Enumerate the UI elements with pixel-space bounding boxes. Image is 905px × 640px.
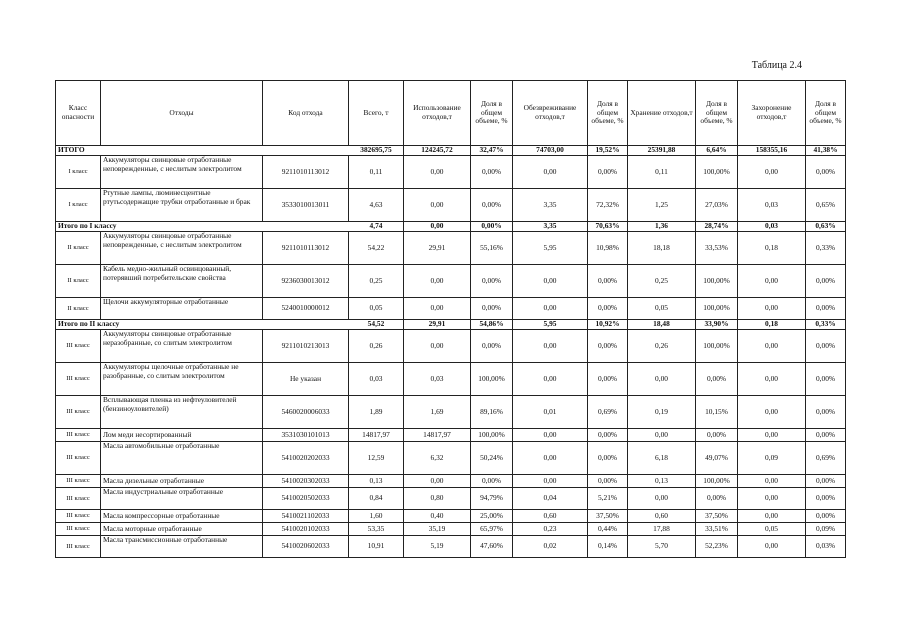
total-blank-cell [263, 320, 349, 330]
burial-cell: 0,03 [738, 222, 806, 232]
storage-share-cell: 10,15% [696, 396, 738, 429]
burial-share-cell: 0,00% [806, 429, 846, 442]
total-row [56, 222, 846, 232]
hazard-class-cell: III класс [56, 429, 101, 442]
total-cell: 1,60 [349, 510, 404, 523]
neutralization-share-cell: 0,00% [588, 363, 628, 396]
waste-name-cell: Масла индустриальные отработанные [101, 488, 263, 510]
usage-cell: 29,91 [404, 320, 471, 330]
neutralization-share-cell: 0,69% [588, 396, 628, 429]
header-total: Всего, т [349, 81, 404, 146]
hazard-class-cell: III класс [56, 396, 101, 429]
neutralization-cell: 0,60 [513, 510, 588, 523]
hazard-class-cell: III класс [56, 475, 101, 488]
total-blank-cell [263, 222, 349, 232]
table-row [56, 523, 846, 536]
table-row [56, 475, 846, 488]
burial-cell: 0,00 [738, 536, 806, 558]
usage-share-cell: 89,16% [471, 396, 513, 429]
table-row [56, 156, 846, 189]
usage-share-cell: 47,60% [471, 536, 513, 558]
usage-cell: 29,91 [404, 232, 471, 265]
usage-cell: 14817,97 [404, 429, 471, 442]
burial-cell: 0,18 [738, 232, 806, 265]
burial-share-cell: 0,00% [806, 298, 846, 320]
usage-share-cell: 0,00% [471, 156, 513, 189]
neutralization-cell: 0,00 [513, 363, 588, 396]
usage-cell: 0,00 [404, 156, 471, 189]
storage-cell: 0,19 [628, 396, 696, 429]
waste-name-cell: Кабель медно-жильный освинцованный, потерявший потребительские свойства [101, 265, 263, 298]
hazard-class-cell: III класс [56, 442, 101, 475]
usage-share-cell: 0,00% [471, 265, 513, 298]
total-blank-cell [101, 222, 263, 232]
total-cell: 1,89 [349, 396, 404, 429]
usage-cell: 0,00 [404, 189, 471, 222]
total-cell: 0,13 [349, 475, 404, 488]
total-blank-cell [101, 146, 263, 156]
waste-table [55, 80, 846, 558]
usage-share-cell: 54,86% [471, 320, 513, 330]
burial-share-cell: 0,00% [806, 156, 846, 189]
usage-cell: 6,32 [404, 442, 471, 475]
header-storage: Хранение отходов,т [628, 81, 696, 146]
neutralization-share-cell: 0,00% [588, 265, 628, 298]
neutralization-share-cell: 10,92% [588, 320, 628, 330]
usage-cell: 35,19 [404, 523, 471, 536]
storage-cell: 0,05 [628, 298, 696, 320]
storage-share-cell: 100,00% [696, 265, 738, 298]
neutralization-share-cell: 72,32% [588, 189, 628, 222]
neutralization-cell: 0,23 [513, 523, 588, 536]
burial-cell: 0,00 [738, 156, 806, 189]
waste-name-cell: Ртутные лампы, люминесцентные ртутьсодержащие трубки отработанные и брак [101, 189, 263, 222]
waste-name-cell: Щелочи аккумуляторные отработанные [101, 298, 263, 320]
storage-cell: 0,11 [628, 156, 696, 189]
burial-cell: 0,00 [738, 510, 806, 523]
burial-cell: 0,00 [738, 429, 806, 442]
total-cell: 54,22 [349, 232, 404, 265]
burial-cell: 0,00 [738, 298, 806, 320]
storage-share-cell: 37,50% [696, 510, 738, 523]
neutralization-cell: 0,04 [513, 488, 588, 510]
hazard-class-cell: III класс [56, 488, 101, 510]
waste-code-cell: 5240010000012 [263, 298, 349, 320]
usage-share-cell: 55,16% [471, 232, 513, 265]
neutralization-share-cell: 70,63% [588, 222, 628, 232]
waste-name-cell: Аккумуляторы свинцовые отработанные неразобранные, со слитым электролитом [101, 330, 263, 363]
burial-share-cell: 0,00% [806, 396, 846, 429]
waste-code-cell: 5410020502033 [263, 488, 349, 510]
table-row [56, 189, 846, 222]
usage-share-cell: 0,00% [471, 330, 513, 363]
table-caption: Таблица 2.4 [751, 60, 802, 71]
neutralization-cell: 0,01 [513, 396, 588, 429]
total-blank-cell [101, 320, 263, 330]
storage-share-cell: 0,00% [696, 429, 738, 442]
storage-share-cell: 100,00% [696, 330, 738, 363]
total-cell: 0,03 [349, 363, 404, 396]
waste-name-cell: Масла трансмиссионные отработанные [101, 536, 263, 558]
hazard-class-cell: I класс [56, 189, 101, 222]
storage-share-cell: 6,64% [696, 146, 738, 156]
storage-share-cell: 33,90% [696, 320, 738, 330]
usage-cell: 0,00 [404, 330, 471, 363]
storage-cell: 0,60 [628, 510, 696, 523]
table-row [56, 442, 846, 475]
header-burial: Захоронение отходов,т [738, 81, 806, 146]
usage-cell: 5,19 [404, 536, 471, 558]
usage-share-cell: 50,24% [471, 442, 513, 475]
total-cell: 4,63 [349, 189, 404, 222]
waste-name-cell: Масла компрессорные отработанные [101, 510, 263, 523]
hazard-class-cell: II класс [56, 298, 101, 320]
burial-share-cell: 0,65% [806, 189, 846, 222]
burial-share-cell: 0,69% [806, 442, 846, 475]
usage-cell: 1,69 [404, 396, 471, 429]
neutralization-cell: 0,00 [513, 156, 588, 189]
header-usage-share: Доля в общем объеме, % [471, 81, 513, 146]
total-cell: 10,91 [349, 536, 404, 558]
table-row [56, 429, 846, 442]
waste-code-cell: 9236030013012 [263, 265, 349, 298]
table-row [56, 265, 846, 298]
storage-cell: 1,25 [628, 189, 696, 222]
total-cell: 12,59 [349, 442, 404, 475]
neutralization-cell: 0,02 [513, 536, 588, 558]
neutralization-share-cell: 19,52% [588, 146, 628, 156]
usage-cell: 124245,72 [404, 146, 471, 156]
table-row [56, 536, 846, 558]
neutralization-share-cell: 0,00% [588, 429, 628, 442]
header-code: Код отхода [263, 81, 349, 146]
usage-cell: 0,00 [404, 222, 471, 232]
table-row [56, 298, 846, 320]
waste-code-cell: 3531030101013 [263, 429, 349, 442]
hazard-class-cell: III класс [56, 536, 101, 558]
burial-cell: 0,00 [738, 475, 806, 488]
storage-share-cell: 100,00% [696, 156, 738, 189]
neutralization-cell: 0,00 [513, 265, 588, 298]
header-neutralization: Обезвреживание отходов,т [513, 81, 588, 146]
neutralization-cell: 0,00 [513, 330, 588, 363]
waste-name-cell: Масла дизельные отработанные [101, 475, 263, 488]
neutralization-cell: 5,95 [513, 232, 588, 265]
neutralization-cell: 3,35 [513, 222, 588, 232]
usage-share-cell: 0,00% [471, 475, 513, 488]
storage-share-cell: 33,51% [696, 523, 738, 536]
table-row [56, 232, 846, 265]
burial-cell: 0,00 [738, 396, 806, 429]
total-cell: 54,52 [349, 320, 404, 330]
neutralization-cell: 5,95 [513, 320, 588, 330]
neutralization-share-cell: 0,44% [588, 523, 628, 536]
total-label: Итого по I классу [56, 222, 101, 232]
neutralization-share-cell: 0,14% [588, 536, 628, 558]
burial-share-cell: 0,63% [806, 222, 846, 232]
storage-share-cell: 0,00% [696, 488, 738, 510]
waste-code-cell: 5410021102033 [263, 510, 349, 523]
header-burial-share: Доля в общем объеме, % [806, 81, 846, 146]
burial-share-cell: 0,00% [806, 475, 846, 488]
storage-cell: 0,00 [628, 429, 696, 442]
storage-cell: 6,18 [628, 442, 696, 475]
waste-code-cell: 5460020006033 [263, 396, 349, 429]
usage-share-cell: 65,97% [471, 523, 513, 536]
usage-share-cell: 0,00% [471, 298, 513, 320]
total-cell: 4,74 [349, 222, 404, 232]
neutralization-share-cell: 37,50% [588, 510, 628, 523]
storage-share-cell: 100,00% [696, 298, 738, 320]
usage-share-cell: 32,47% [471, 146, 513, 156]
total-label: ИТОГО [56, 146, 101, 156]
storage-cell: 1,36 [628, 222, 696, 232]
table-body [56, 146, 846, 558]
table-row [56, 363, 846, 396]
burial-share-cell: 0,00% [806, 488, 846, 510]
storage-share-cell: 100,00% [696, 475, 738, 488]
storage-share-cell: 0,00% [696, 363, 738, 396]
storage-share-cell: 33,53% [696, 232, 738, 265]
burial-share-cell: 0,00% [806, 510, 846, 523]
storage-share-cell: 27,03% [696, 189, 738, 222]
burial-cell: 0,09 [738, 442, 806, 475]
burial-cell: 158355,16 [738, 146, 806, 156]
usage-share-cell: 0,00% [471, 222, 513, 232]
burial-share-cell: 0,00% [806, 265, 846, 298]
total-cell: 382695,75 [349, 146, 404, 156]
storage-share-cell: 52,23% [696, 536, 738, 558]
table-row [56, 510, 846, 523]
hazard-class-cell: III класс [56, 523, 101, 536]
storage-share-cell: 49,07% [696, 442, 738, 475]
waste-code-cell: 5410020602033 [263, 536, 349, 558]
hazard-class-cell: I класс [56, 156, 101, 189]
waste-name-cell: Аккумуляторы щелочные отработанные не разобранные, со слитым электролитом [101, 363, 263, 396]
storage-cell: 18,18 [628, 232, 696, 265]
total-row [56, 146, 846, 156]
usage-cell: 0,80 [404, 488, 471, 510]
burial-share-cell: 0,03% [806, 536, 846, 558]
storage-share-cell: 28,74% [696, 222, 738, 232]
table-row [56, 488, 846, 510]
waste-code-cell: Не указан [263, 363, 349, 396]
header-waste: Отходы [101, 81, 263, 146]
storage-cell: 0,00 [628, 363, 696, 396]
header-hazard-class: Класс опасности [56, 81, 101, 146]
waste-code-cell: 3533010013011 [263, 189, 349, 222]
burial-share-cell: 0,33% [806, 232, 846, 265]
usage-share-cell: 100,00% [471, 429, 513, 442]
total-row [56, 320, 846, 330]
usage-share-cell: 0,00% [471, 189, 513, 222]
waste-name-cell: Лом меди несортированный [101, 429, 263, 442]
burial-share-cell: 0,00% [806, 330, 846, 363]
neutralization-cell: 0,00 [513, 475, 588, 488]
header-row [56, 81, 846, 146]
hazard-class-cell: II класс [56, 232, 101, 265]
total-cell: 0,84 [349, 488, 404, 510]
storage-cell: 18,48 [628, 320, 696, 330]
table-row [56, 330, 846, 363]
burial-cell: 0,00 [738, 330, 806, 363]
usage-cell: 0,40 [404, 510, 471, 523]
neutralization-cell: 3,35 [513, 189, 588, 222]
neutralization-share-cell: 10,98% [588, 232, 628, 265]
waste-code-cell: 5410020302033 [263, 475, 349, 488]
usage-share-cell: 25,00% [471, 510, 513, 523]
burial-cell: 0,00 [738, 265, 806, 298]
waste-code-cell: 5410020102033 [263, 523, 349, 536]
burial-cell: 0,00 [738, 363, 806, 396]
waste-code-cell: 9211010213013 [263, 330, 349, 363]
total-cell: 0,11 [349, 156, 404, 189]
total-cell: 14817,97 [349, 429, 404, 442]
burial-cell: 0,05 [738, 523, 806, 536]
neutralization-cell: 74703,00 [513, 146, 588, 156]
burial-cell: 0,03 [738, 189, 806, 222]
hazard-class-cell: III класс [56, 330, 101, 363]
burial-share-cell: 41,38% [806, 146, 846, 156]
neutralization-share-cell: 0,00% [588, 475, 628, 488]
neutralization-cell: 0,00 [513, 429, 588, 442]
total-label: Итого по II классу [56, 320, 101, 330]
header-usage: Использование отходов,т [404, 81, 471, 146]
hazard-class-cell: II класс [56, 265, 101, 298]
storage-cell: 0,13 [628, 475, 696, 488]
waste-name-cell: Всплывающая пленка из нефтеуловителей (бензиноуловителей) [101, 396, 263, 429]
burial-share-cell: 0,00% [806, 363, 846, 396]
usage-share-cell: 94,79% [471, 488, 513, 510]
neutralization-share-cell: 0,00% [588, 442, 628, 475]
waste-code-cell: 5410020202033 [263, 442, 349, 475]
total-cell: 0,25 [349, 265, 404, 298]
burial-share-cell: 0,33% [806, 320, 846, 330]
storage-cell: 0,00 [628, 488, 696, 510]
waste-name-cell: Масла автомобильные отработанные [101, 442, 263, 475]
burial-share-cell: 0,09% [806, 523, 846, 536]
burial-cell: 0,00 [738, 488, 806, 510]
neutralization-share-cell: 0,00% [588, 298, 628, 320]
neutralization-share-cell: 5,21% [588, 488, 628, 510]
total-cell: 0,05 [349, 298, 404, 320]
neutralization-share-cell: 0,00% [588, 330, 628, 363]
waste-code-cell: 9211010113012 [263, 232, 349, 265]
waste-name-cell: Аккумуляторы свинцовые отработанные неповрежденные, с неслитым электролитом [101, 232, 263, 265]
usage-cell: 0,00 [404, 475, 471, 488]
total-blank-cell [263, 146, 349, 156]
storage-cell: 25391,88 [628, 146, 696, 156]
neutralization-share-cell: 0,00% [588, 156, 628, 189]
total-cell: 53,35 [349, 523, 404, 536]
neutralization-cell: 0,00 [513, 442, 588, 475]
table-row [56, 396, 846, 429]
waste-name-cell: Аккумуляторы свинцовые отработанные неповрежденные, с неслитым электролитом [101, 156, 263, 189]
storage-cell: 17,88 [628, 523, 696, 536]
neutralization-cell: 0,00 [513, 298, 588, 320]
storage-cell: 5,70 [628, 536, 696, 558]
hazard-class-cell: III класс [56, 363, 101, 396]
usage-cell: 0,00 [404, 265, 471, 298]
total-cell: 0,26 [349, 330, 404, 363]
hazard-class-cell: III класс [56, 510, 101, 523]
usage-share-cell: 100,00% [471, 363, 513, 396]
waste-name-cell: Масла моторные отработанные [101, 523, 263, 536]
storage-cell: 0,25 [628, 265, 696, 298]
header-neutralization-share: Доля в общем объеме, % [588, 81, 628, 146]
waste-code-cell: 9211010113012 [263, 156, 349, 189]
usage-cell: 0,00 [404, 298, 471, 320]
header-storage-share: Доля в общем объеме, % [696, 81, 738, 146]
storage-cell: 0,26 [628, 330, 696, 363]
usage-cell: 0,03 [404, 363, 471, 396]
burial-cell: 0,18 [738, 320, 806, 330]
